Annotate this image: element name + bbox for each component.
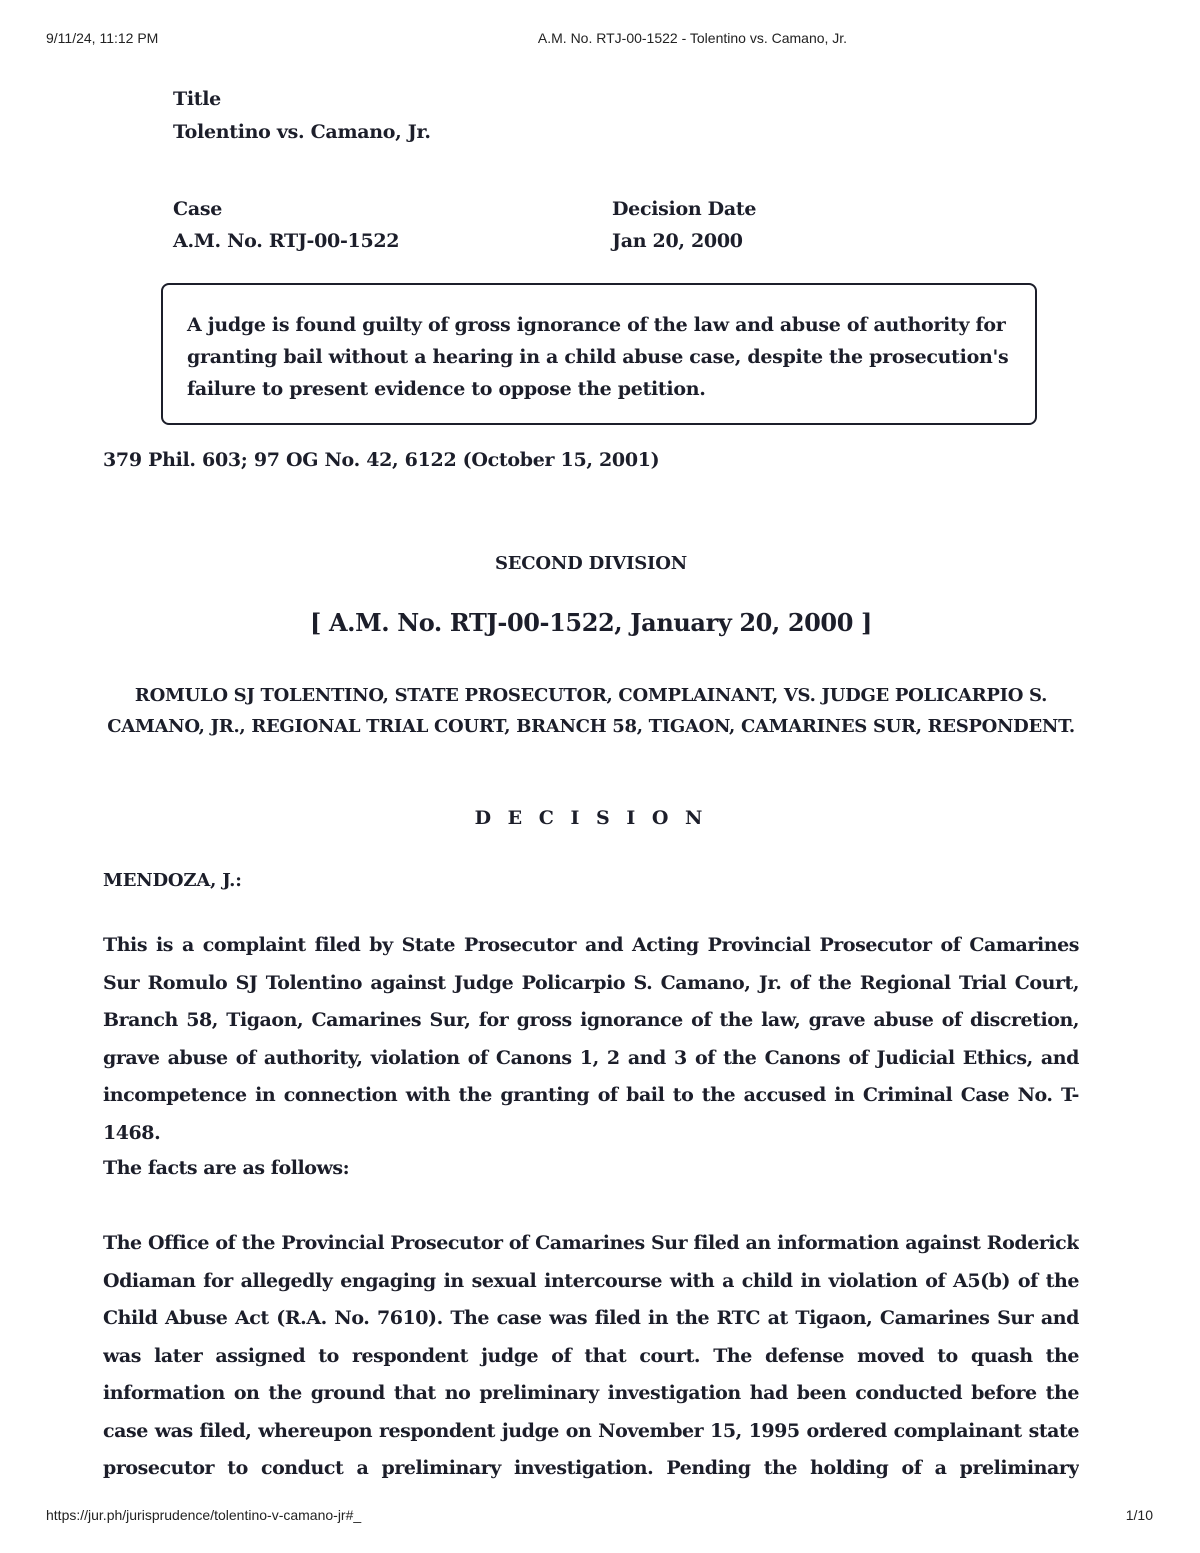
body-paragraph: This is a complaint filed by State Prosecutor and Acting Provincial Prosecutor of Camarines Sur Romulo SJ Tolentino against Judge Policarpio S. Camano, Jr. of the Regional Trial Court, Branch 58, Tigaon, Camarines Sur, for gross ignorance of the law, grave abuse of discretion, grave abuse of authority, violation of Canons 1, 2 and 3 of the Canons of Judicial Ethics, and incompetence in connection with the granting of bail to the accused in Criminal Case No. T-1468.: [103, 934, 1079, 1144]
print-footer: [0, 1507, 1200, 1527]
parties-heading: ROMULO SJ TOLENTINO, STATE PROSECUTOR, COMPLAINANT, VS. JUDGE POLICARPIO S. CAMANO, JR., REGIONAL TRIAL COURT, BRANCH 58, TIGAON, CAMARINES SUR, RESPONDENT.: [107, 685, 1075, 737]
body-paragraph: The Office of the Provincial Prosecutor of Camarines Sur filed an information against Roderick Odiaman for allegedly engaging in sexual intercourse with a child in violation of A5(b) of the Child Abuse Act (R.A. No. 7610). The case was filed in the RTC at Tigaon, Camarines Sur and was later assigned to respondent judge of that court. The defense moved to quash the information on the ground that no preliminary investigation had been conducted before the case was filed, whereupon respondent judge on November 15, 1995 ordered complainant state prosecutor to conduct a preliminary investigation. Pending the holding of a preliminary: [103, 1232, 1079, 1479]
division-heading: SECOND DIVISION: [494, 553, 688, 574]
case-heading: [ A.M. No. RTJ-00-1522, January 20, 2000 ]: [310, 608, 872, 637]
print-header: [0, 30, 1200, 50]
title-value: Tolentino vs. Camano, Jr.: [173, 121, 431, 143]
decision-label: D E C I S I O N: [474, 807, 708, 829]
summary-text: A judge is found guilty of gross ignorance of the law and abuse of authority for granting bail without a hearing in a child abuse case, despite the prosecution's failure to present evidence to oppose the petition.: [187, 314, 1009, 400]
body-paragraph: The facts are as follows:: [103, 1157, 350, 1179]
case-value: A.M. No. RTJ-00-1522: [173, 230, 400, 252]
print-datetime: 9/11/24, 11:12 PM: [46, 30, 159, 46]
ponente: MENDOZA, J.:: [103, 870, 242, 891]
decision-date-label: Decision Date: [612, 198, 757, 220]
decision-date-value: Jan 20, 2000: [612, 230, 743, 252]
print-page-title: A.M. No. RTJ-00-1522 - Tolentino vs. Camano, Jr.: [537, 30, 848, 46]
case-label: Case: [173, 198, 223, 220]
title-label: Title: [173, 88, 221, 110]
print-page-number: 1/10: [1125, 1507, 1153, 1523]
print-url: https://jur.ph/jurisprudence/tolentino-v-camano-jr#_: [46, 1507, 362, 1523]
summary-box: [161, 283, 1037, 425]
citation: 379 Phil. 603; 97 OG No. 42, 6122 (October 15, 2001): [103, 449, 660, 471]
